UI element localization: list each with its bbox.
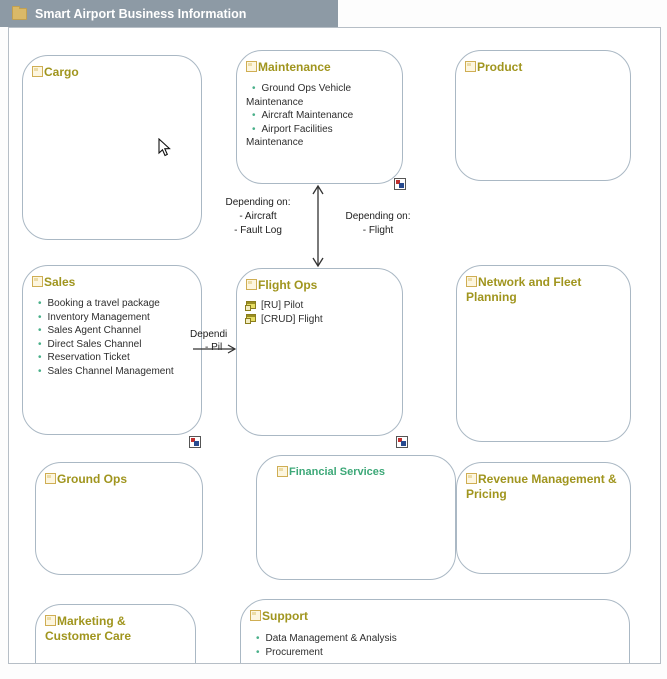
node-financial-services[interactable]	[256, 455, 456, 580]
model-reference-icon[interactable]	[189, 436, 201, 448]
capability-icon	[32, 66, 43, 77]
business-object-icon	[246, 314, 256, 322]
bullet-icon: •	[38, 365, 42, 377]
list-item: • Inventory Management	[38, 311, 150, 323]
bullet-icon: •	[252, 110, 256, 121]
dependency-arrow-maintenance-flightops[interactable]	[310, 182, 326, 270]
bullet-icon: •	[252, 83, 256, 94]
capability-icon	[465, 61, 476, 72]
node-product[interactable]	[455, 50, 631, 181]
node-item-list	[250, 632, 619, 659]
node-title: Financial Services	[277, 465, 445, 481]
node-item-list	[32, 297, 191, 378]
capability-icon	[466, 473, 477, 484]
model-reference-icon[interactable]	[396, 436, 408, 448]
business-object-row: [CRUD] Flight	[246, 313, 392, 327]
node-maintenance[interactable]	[236, 50, 403, 184]
node-cargo[interactable]	[22, 55, 202, 240]
capability-icon	[250, 610, 261, 621]
node-item-list	[246, 82, 392, 150]
list-item: • Sales Channel Management	[38, 365, 174, 377]
bullet-icon: •	[256, 633, 260, 644]
dependency-arrow-sales-flightops[interactable]	[193, 342, 239, 356]
node-ground-ops[interactable]	[35, 462, 203, 575]
bullet-icon: •	[38, 338, 42, 350]
dependency-label-flight: Depending on: - Flight	[345, 211, 411, 236]
node-revenue-management[interactable]	[456, 462, 631, 574]
list-item: • Direct Sales Channel	[38, 338, 142, 350]
node-title: Ground Ops	[45, 472, 192, 487]
bullet-icon: •	[256, 646, 260, 658]
business-object-row: [RU] Pilot	[246, 299, 392, 313]
node-title: Revenue Management & Pricing	[466, 472, 617, 501]
model-reference-icon[interactable]	[394, 178, 406, 190]
capability-icon	[45, 473, 56, 484]
dependency-label-sales: Dependi - Pil	[190, 329, 228, 353]
list-item: • Airport Facilities Maintenance	[246, 123, 333, 148]
bullet-icon: •	[252, 123, 256, 135]
list-item: • Aircraft Maintenance	[252, 110, 354, 121]
node-title: Cargo	[32, 65, 191, 80]
node-sales[interactable]	[22, 265, 202, 435]
node-support[interactable]	[240, 599, 630, 664]
list-item: • Booking a travel package	[38, 298, 160, 309]
bullet-icon: •	[38, 311, 42, 323]
group-header[interactable]	[0, 0, 338, 27]
folder-icon	[12, 8, 27, 20]
node-title: Flight Ops	[246, 278, 392, 293]
list-item: • Sales Agent Channel	[38, 325, 141, 336]
capability-icon	[32, 276, 43, 287]
node-title: Sales	[32, 275, 191, 290]
business-object-icon	[246, 301, 256, 309]
node-marketing-customer-care[interactable]	[35, 604, 196, 664]
list-item: • Ground Ops Vehicle Maintenance	[246, 83, 352, 108]
capability-icon	[246, 61, 257, 72]
capability-icon	[277, 466, 288, 477]
node-title: Product	[465, 60, 620, 75]
dependency-label-maintenance: Depending on: - Aircraft - Fault Log	[225, 197, 291, 236]
bullet-icon: •	[38, 352, 42, 363]
node-object-list	[246, 299, 392, 326]
list-item: • Reservation Ticket	[38, 352, 130, 363]
capability-icon	[466, 276, 477, 287]
bullet-icon: •	[38, 325, 42, 336]
group-title: Smart Airport Business Information	[35, 6, 247, 21]
list-item: • Data Management & Analysis	[256, 633, 397, 644]
capability-icon	[45, 615, 56, 626]
capability-icon	[246, 279, 257, 290]
node-title: Support	[250, 609, 619, 624]
node-title: Marketing & Customer Care	[45, 614, 132, 643]
mouse-cursor-icon	[158, 138, 171, 157]
node-title: Maintenance	[246, 60, 392, 75]
node-flight-ops[interactable]	[236, 268, 403, 436]
node-network-fleet-planning[interactable]	[456, 265, 631, 442]
bullet-icon: •	[38, 298, 42, 309]
node-title: Network and Fleet Planning	[466, 275, 582, 304]
list-item: • Procurement	[256, 646, 323, 658]
diagram-canvas[interactable]	[8, 27, 661, 664]
